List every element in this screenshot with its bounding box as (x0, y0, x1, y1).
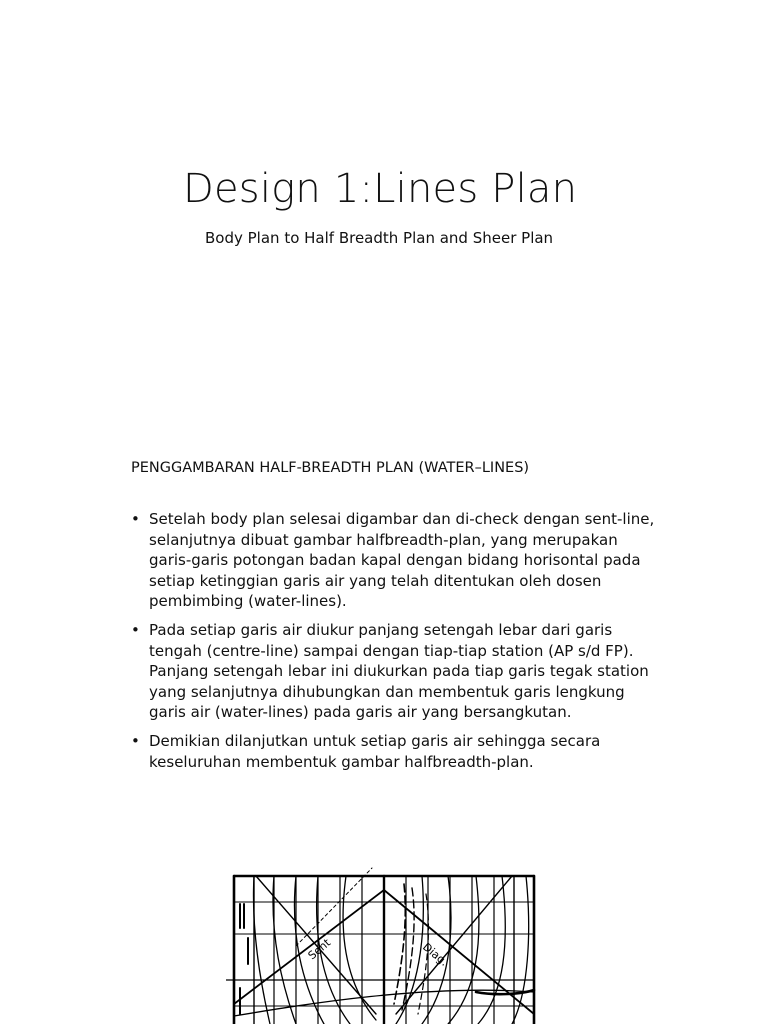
bullet-text: Setelah body plan selesai digambar dan di-check dengan sent-line, selanjutnya dibuat gambar halfbreadth-plan, yang merupakan garis-garis potongan badan kapal dengan bidang horisontal pada setiap ketinggian garis air yang telah ditentukan oleh dosen pembimbing (water-lines). (149, 510, 655, 611)
section-curve (273, 876, 296, 1024)
section-heading: PENGGAMBARAN HALF-BREADTH PLAN (WATER–LINES) (131, 460, 530, 476)
section-curve (343, 876, 376, 1020)
bullet-dot: • (131, 510, 140, 528)
bullet-text: Demikian dilanjutkan untuk setiap garis air sehingga secara keseluruhan membentuk gambar halfbreadth-plan. (149, 731, 601, 771)
slide-title: Design 1:Lines Plan (183, 166, 578, 212)
bullet-item (131, 620, 661, 723)
section-curve (254, 876, 270, 1024)
bullet-item (131, 509, 661, 612)
body-plan-drawing-svg (226, 864, 544, 1024)
bullet-dot: • (131, 731, 140, 750)
section-curve (478, 876, 505, 1024)
bullet-text: Pada setiap garis air diukur panjang setengah lebar dari garis tengah (centre-line) sampai dengan tiap-tiap station (AP s/d FP). Panjang setengah lebar ini diukurkan pada tiap garis tegak station yang selanjutnya dihubungkan dan membentuk garis lengkung garis air (water-lines) pada garis air yang bersangkutan. (149, 620, 649, 722)
section-curve (448, 876, 479, 1024)
bullet-list (131, 509, 661, 780)
section-curve (396, 876, 423, 1024)
body-plan-drawing (226, 864, 544, 1024)
sent-label: Sent (305, 936, 334, 963)
slide-subtitle: Body Plan to Half Breadth Plan and Sheer Plan (205, 229, 554, 247)
diagonal-label: Diag. (420, 940, 451, 969)
bullet-dot: • (131, 620, 140, 639)
bullet-item (131, 731, 661, 772)
